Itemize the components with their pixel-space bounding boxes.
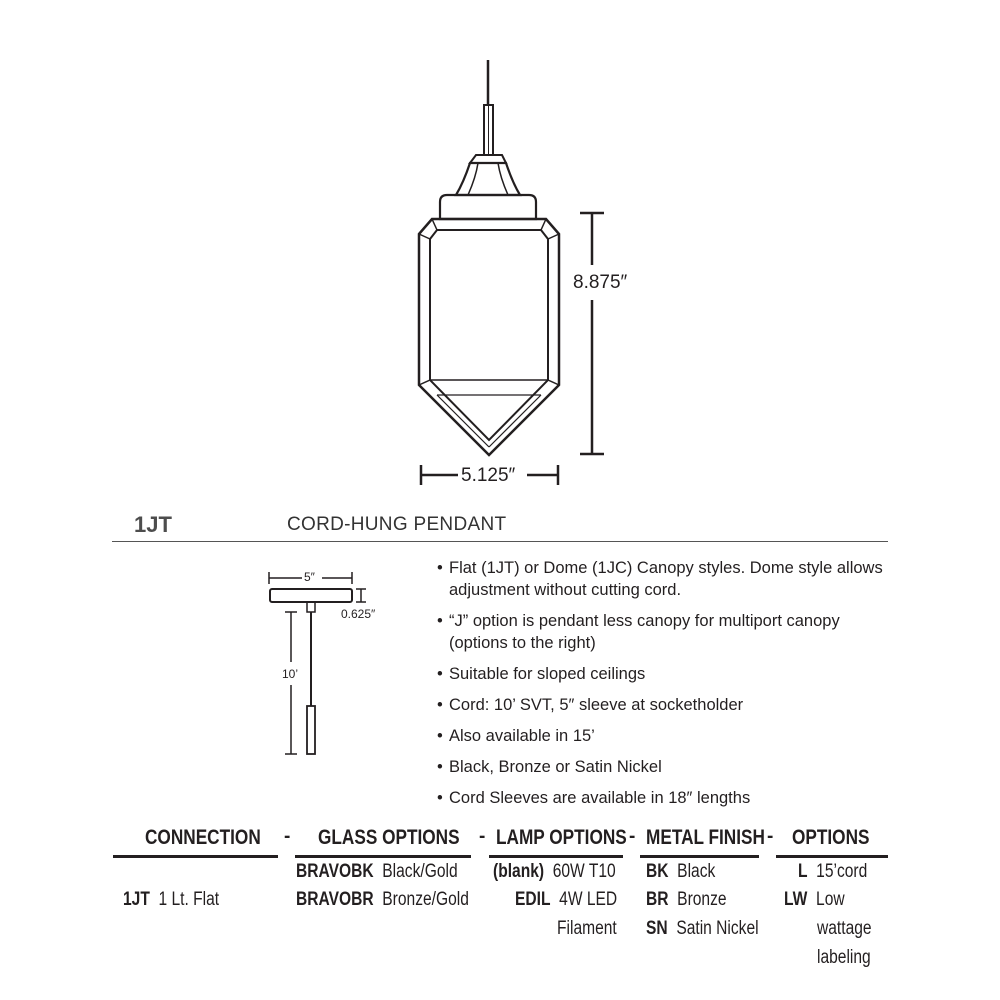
feature-item: • Flat (1JT) or Dome (1JC) Canopy styles. Dome style allows adjustment without cutting cord. [437, 559, 883, 599]
connection-row: 1JT 1 Lt. Flat [123, 889, 220, 910]
separator-dash: - [479, 826, 486, 847]
finish-row: SN Satin Nickel [646, 918, 759, 939]
lamp-heading: LAMP OPTIONS [496, 826, 627, 849]
canopy-plate [270, 589, 352, 602]
width-label: 5.125″ [458, 465, 518, 487]
feature-item: • Suitable for sloped ceilings [437, 665, 646, 683]
feature-item: • Cord Sleeves are available in 18″ lengths [437, 789, 751, 807]
connection-rule [113, 855, 278, 858]
glass-row: BRAVOBK Black/Gold [296, 861, 458, 882]
canopy-width-label: 5″ [304, 570, 315, 584]
separator-dash: - [284, 826, 291, 847]
finish-heading: METAL FINISH [646, 826, 765, 849]
options-row: L 15’cord [798, 861, 868, 882]
pendant-glass [419, 219, 559, 455]
model-code: 1JT [134, 512, 172, 537]
feature-item: • Black, Bronze or Satin Nickel [437, 758, 662, 776]
separator-dash: - [767, 826, 774, 847]
lamp-row: Filament [557, 918, 617, 939]
canopy-sleeve [307, 706, 315, 754]
options-row: wattage [817, 918, 872, 939]
finish-row: BR Bronze [646, 889, 727, 910]
options-row: labeling [817, 947, 871, 968]
feature-item: • Cord: 10’ SVT, 5″ sleeve at socketholder [437, 696, 744, 714]
glass-row: BRAVOBR Bronze/Gold [296, 889, 469, 910]
pendant-collar [440, 195, 536, 219]
pendant-crown [470, 155, 506, 163]
cord-length-label: 10’ [282, 667, 299, 681]
glass-heading: GLASS OPTIONS [318, 826, 460, 849]
canopy-depth-label: 0.625″ [341, 607, 376, 621]
feature-list [437, 557, 887, 818]
options-row: LW Low [784, 889, 845, 910]
finish-row: BK Black [646, 861, 716, 882]
canopy-drawing [0, 0, 420, 780]
feature-item: • Also available in 15’ [437, 727, 595, 745]
lamp-row: EDIL 4W LED [515, 889, 618, 910]
lamp-row: (blank) 60W T10 [493, 861, 616, 882]
connection-heading: CONNECTION [145, 826, 261, 849]
feature-item: • “J” option is pendant less canopy for multiport canopy (options to the right) [437, 612, 840, 652]
product-title: CORD-HUNG PENDANT [287, 514, 507, 535]
height-dimension [580, 213, 604, 454]
options-heading: OPTIONS [792, 826, 870, 849]
height-label: 8.875″ [570, 272, 630, 294]
separator-dash: - [629, 826, 636, 847]
